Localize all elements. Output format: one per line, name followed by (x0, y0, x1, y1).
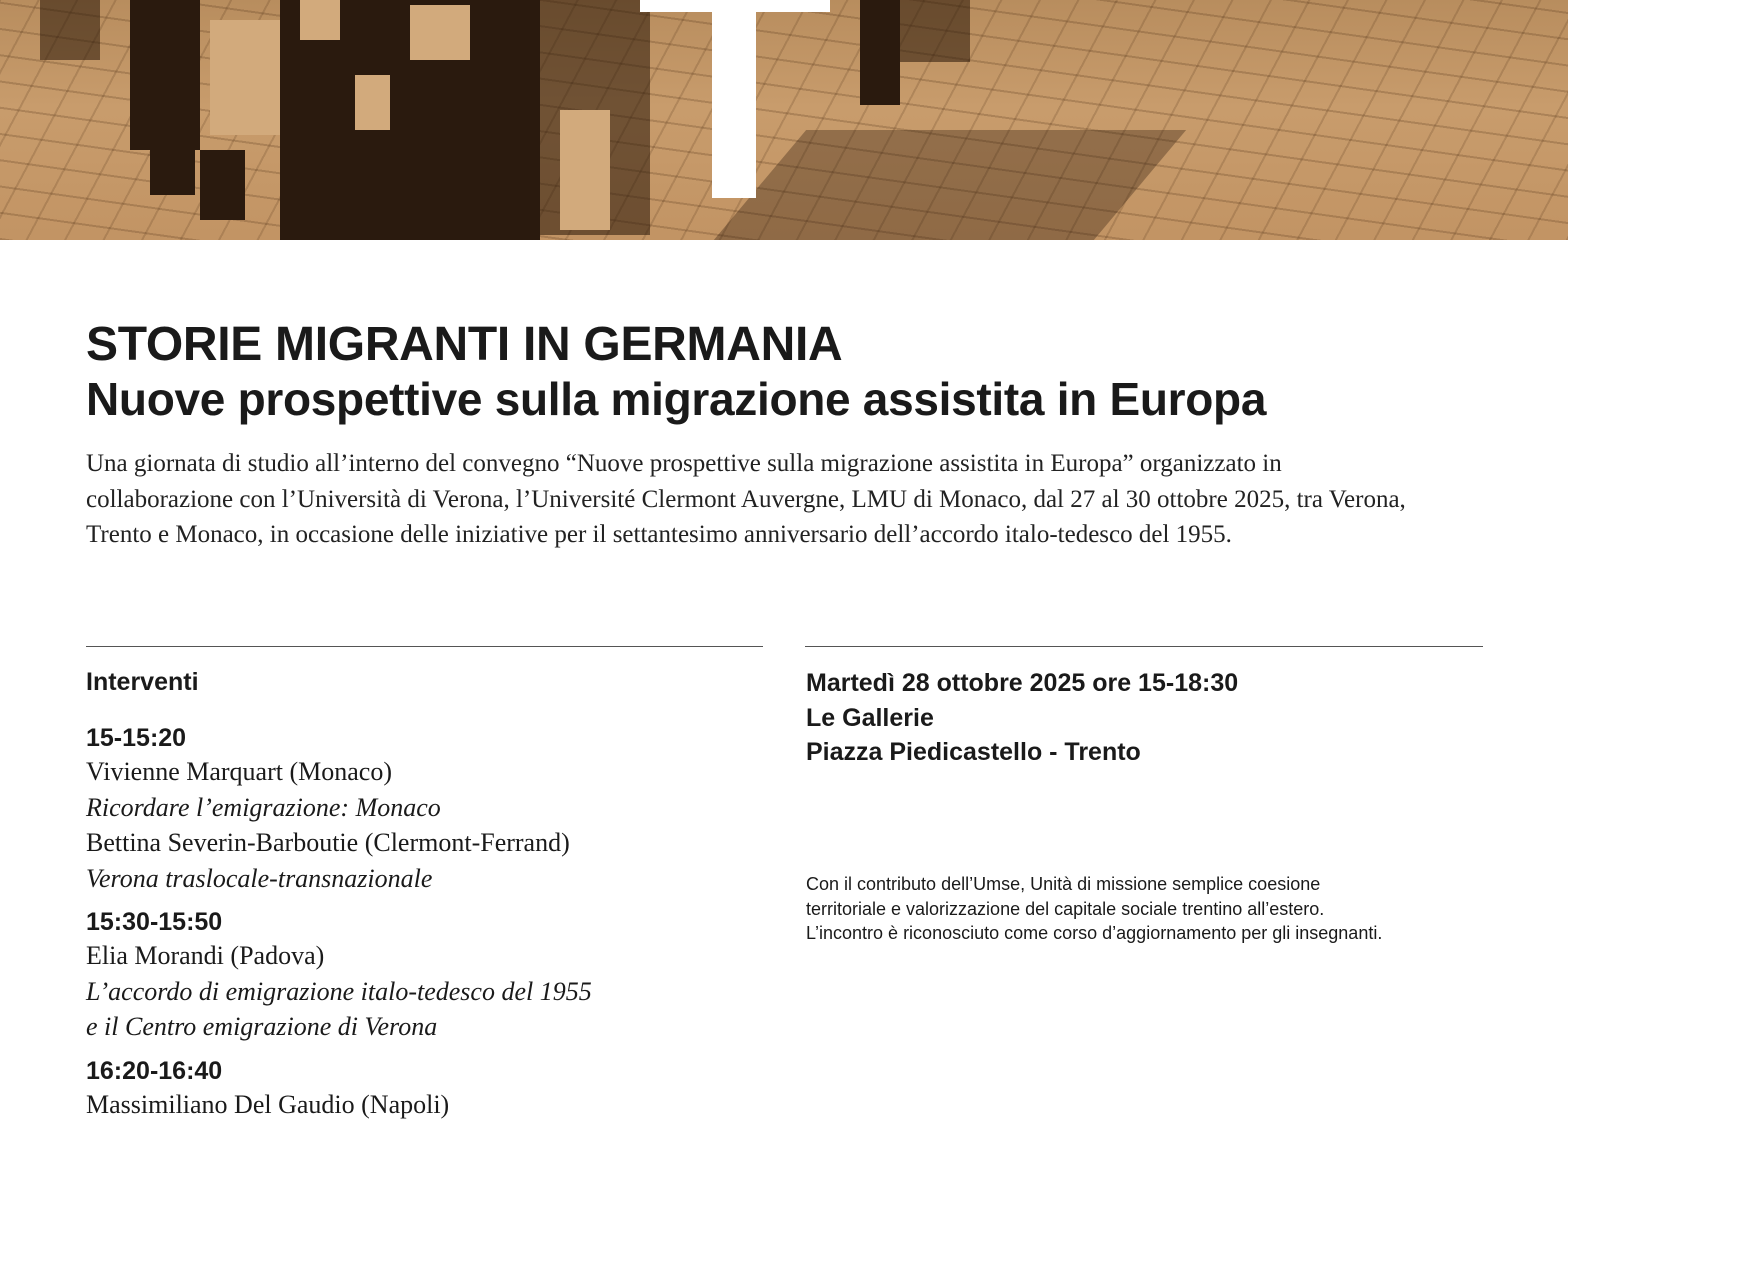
slot-time: 15-15:20 (86, 724, 187, 752)
program-slot (86, 722, 766, 896)
speaker-name: Bettina Severin-Barboutie (Clermont-Ferrand) (86, 828, 570, 857)
credits-line: L’incontro è riconosciuto come corso d’aggiornamento per gli insegnanti. (806, 923, 1383, 943)
program-list (86, 722, 766, 1132)
program-heading: Interventi (86, 668, 199, 696)
program-slot (86, 906, 766, 1045)
slot-time: 16:20-16:40 (86, 1056, 223, 1085)
talk-title: Ricordare l’emigrazione: Monaco (86, 792, 441, 822)
slot-time: 15:30-15:50 (86, 908, 223, 936)
intro-paragraph: Una giornata di studio all’interno del convegno “Nuove prospettive sulla migrazione assistita in Europa” organizzato in collaborazione con l’Università di Verona, l’Université Clermont Auvergne, LMU di Monaco, dal 27 al 30 ottobre 2025, tra Verona, Trento e Monaco, in occasione delle iniziative per il settantesimo anniversario dell’accordo italo-tedesco del 1955. (86, 450, 1406, 548)
speaker-name: Massimiliano Del Gaudio (Napoli) (86, 1089, 450, 1119)
credits-note (806, 872, 1382, 946)
page-title: STORIE MIGRANTI IN GERMANIA (86, 318, 843, 371)
speaker-name: Vivienne Marquart (Monaco) (86, 757, 392, 786)
divider-right (805, 646, 1483, 647)
speaker-name: Elia Morandi (Padova) (86, 941, 325, 970)
divider-left (86, 646, 763, 647)
talk-title: Verona traslocale-transnazionale (86, 863, 433, 893)
event-info (806, 666, 1238, 770)
page-subtitle: Nuove prospettive sulla migrazione assistita in Europa (86, 373, 1267, 425)
event-date: Martedì 28 ottobre 2025 ore 15-18:30 (806, 669, 1239, 697)
event-venue: Le Gallerie (806, 703, 934, 732)
event-address: Piazza Piedicastello - Trento (806, 738, 1141, 766)
program-slot (86, 1055, 766, 1123)
header-photo (0, 0, 1568, 240)
credits-line: Con il contributo dell’Umse, Unità di missione semplice coesione (806, 874, 1321, 894)
talk-title: L’accordo di emigrazione italo-tedesco del 1955 (86, 976, 592, 1006)
cross-graphic-stem (712, 0, 756, 198)
credits-line: territoriale e valorizzazione del capitale sociale trentino all’estero. (806, 898, 1325, 919)
talk-title: e il Centro emigrazione di Verona (86, 1012, 438, 1041)
